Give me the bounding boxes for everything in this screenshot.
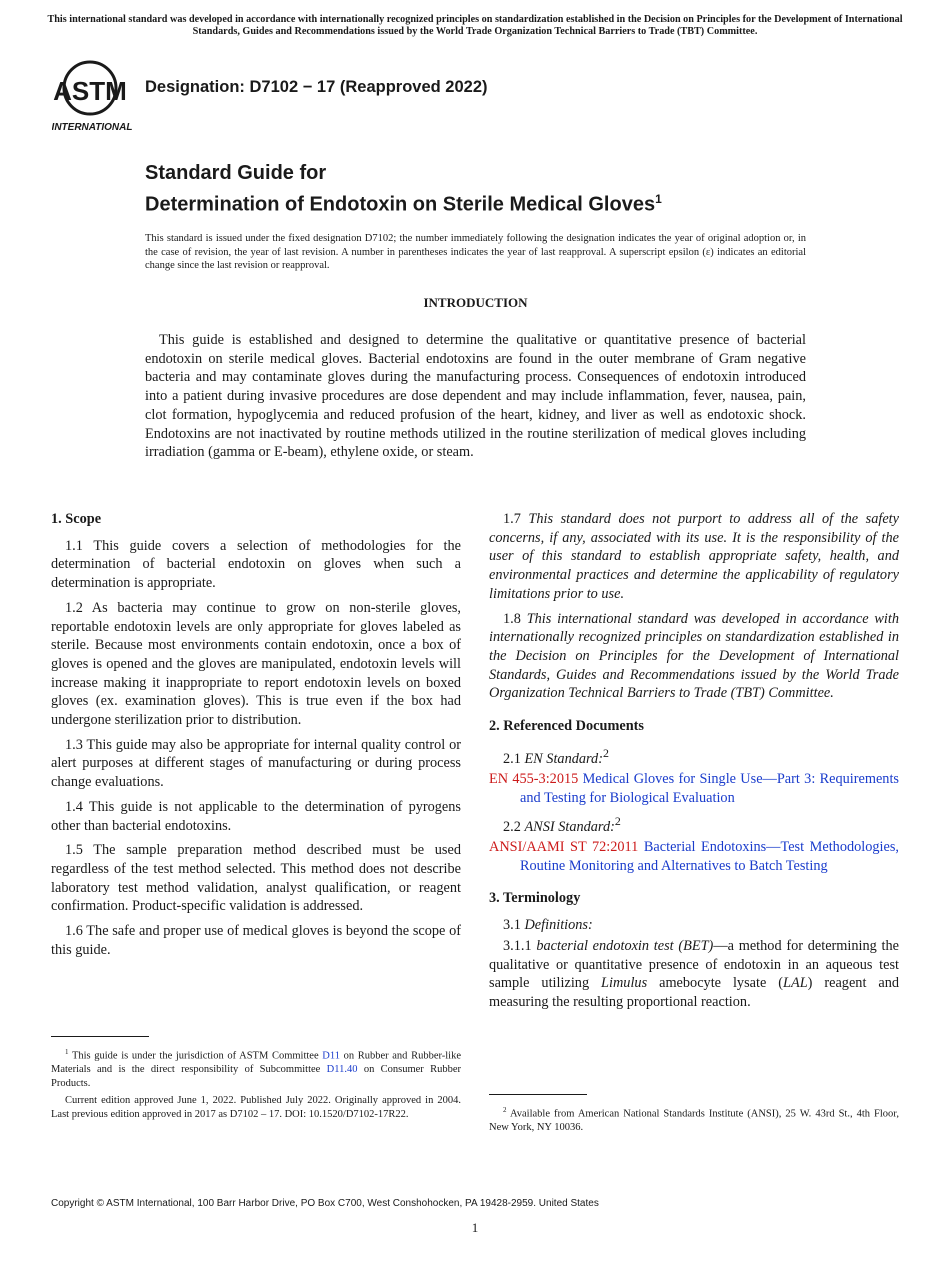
page-number: 1 [471,1220,479,1235]
definition-bet-lal: LAL [783,975,808,992]
definitions-label [489,916,899,935]
paragraph-1-1: 1.1 This guide covers a selection of methodologies for the determination of bacterial endotoxin on gloves when such a determination is appropriate. [51,537,461,592]
definition-bet-text-c: ) reagent and measuring the resulting proportional reaction. [489,975,900,1010]
en-standard-label [489,744,899,768]
standard-note: This standard is issued under the fixed designation D7102; the number immediately following the designation indicates the year of original adoption or, in the case of revision, the year of last revision. A number in parentheses indicates the year of last reapproval. A superscript epsilon (ε) indicates an editorial change since the last revision or reapproval. [145,233,806,271]
definition-bet-text-b: amebocyte lysate ( [659,975,784,992]
paragraph-1-7-number: 1.7 [503,511,521,527]
ansi-st72-title[interactable]: Bacterial Endotoxins—Test Methodologies, Routine Monitoring and Alternatives to Batch Testing [520,839,899,874]
ansi-standard-text: ANSI Standard: [524,818,615,835]
left-column [51,510,461,965]
footnote-1-text-c: on Consumer Rubber Products. [51,1064,462,1089]
paragraph-1-8-number: 1.8 [503,610,521,627]
footnote-rule-right [489,1094,587,1095]
en-standard-text: EN Standard: [524,750,603,767]
definition-bet-limulus: Limulus [601,975,648,992]
footnote-1-text-b: on Rubber and Rubber-like Materials and is the direct responsibility of Subcommittee [51,1050,462,1075]
en-455-3-reference[interactable] [489,770,899,807]
footnotes-left [51,1046,461,1125]
paragraph-1-3: 1.3 This guide may also be appropriate for internal quality control or alert purposes at different stages of manufacturing or during process change evaluations. [51,736,461,791]
definition-bet-text-a: —a method for determining the qualitative or quantitative presence of endotoxin in an aqueous test sample utilizing [489,937,900,992]
introduction-body: This guide is established and designed to determine the qualitative or quantitative presence of bacterial endotoxin on sterile medical gloves. Bacterial endotoxins are found in the outer membrane of Gram negative bacteria and may contaminate gloves during the manufacturing process. Consequences of endotoxin introduced into a patient during invasive procedures are dose dependent and may include inflammation, fever, nausea, pain, clot formation, hypoglycemia and reduced profusion of the heart, kidney, and liver as well as endotoxic shock. Endotoxins are not inactivated by routine methods utilized in the routine sterilization of medical gloves including irradiation (gamma or E-beam), ethylene oxide, or steam. [145,332,806,461]
definition-bet-term: bacterial endotoxin test (BET) [536,937,714,954]
definition-bet-number: 3.1.1 [503,937,532,954]
title-line-1: Standard Guide for [145,162,327,184]
logo-wordmark: ASTM [53,76,127,106]
ansi-footnote-mark[interactable]: 2 [614,813,621,828]
footnote-rule-left [51,1036,149,1037]
footnote-2 [489,1104,899,1135]
definitions-text: Definitions: [524,917,593,934]
scope-heading: 1. Scope [51,511,102,527]
footnote-2-text: Available from American National Standards Institute (ANSI), 25 W. 43rd St., 4th Floor, New York, NY 10036. [489,1108,899,1133]
en-455-3-title[interactable]: Medical Gloves for Single Use—Part 3: Requirements and Testing for Biological Evaluation [520,771,899,806]
paragraph-1-7 [489,510,899,604]
paragraph-1-7-text: This standard does not purport to address all of the safety concerns, if any, associated with its use. It is the responsibility of the user of this standard to establish appropriate safety, health, and environmental practices and determine the applicability of regulatory limitations prior to use. [489,511,899,602]
referenced-documents-heading: 2. Referenced Documents [489,718,644,735]
footnote-edition: Current edition approved June 1, 2022. Published July 2022. Originally approved in 2004. Last previous edition approved in 2017 as D7102 – 17. DOI: 10.1520/D7102-17R22. [51,1095,461,1120]
ansi-standard-number: 2.2 [503,818,521,835]
en-455-3-code[interactable]: EN 455-3:2015 [489,771,579,788]
paragraph-1-8-text: This international standard was developed in accordance with internationally recognized principles on standardization established in the Decision on Principles for the Development of International Standards, Guides and Recommendations issued by the World Trade Organization Technical Barriers to Trade (TBT) Committee. [489,610,900,702]
paragraph-1-6: 1.6 The safe and proper use of medical gloves is beyond the scope of this guide. [51,923,461,958]
paragraph-1-8 [489,610,899,704]
ansi-standard-label [489,812,899,836]
committee-d11-link[interactable]: D11 [322,1050,340,1062]
title-footnote-mark[interactable]: 1 [655,192,662,206]
paragraph-1-2: 1.2 As bacteria may continue to grow on non-sterile gloves, reportable endotoxin levels are only appropriate for gloves labeled as sterile. Because most environments contain endotoxin, once a box of gloves is opened and the gloves are manipulated, endotoxin levels will increase making it inappropriate to report endotoxin levels on boxed gloves (ex. examination gloves). This is true even if the box had undergone sterilization prior to distribution. [51,599,461,729]
footnote-1 [51,1046,461,1090]
subcommittee-d11-40-link[interactable]: D11.40 [326,1064,358,1075]
footnote-1-text-a: This guide is under the jurisdiction of ASTM Committee [71,1050,319,1062]
title-line-2: Determination of Endotoxin on Sterile Medical Gloves [145,193,656,216]
en-standard-number: 2.1 [503,750,521,767]
astm-logo [52,60,134,132]
right-column [489,510,899,1018]
footnote-2-mark: 2 [503,1106,507,1114]
ansi-st72-code[interactable]: ANSI/AAMI ST 72:2011 [489,839,639,856]
footnote-1-mark: 1 [65,1048,69,1056]
page-title [145,160,662,218]
designation: Designation: D7102 − 17 (Reapproved 2022) [145,78,488,96]
ansi-st72-reference[interactable] [489,838,899,875]
footnotes-right [489,1104,899,1139]
copyright: Copyright © ASTM International, 100 Barr Harbor Drive, PO Box C700, West Conshohocken, PA 19428-2959. United States [51,1198,599,1209]
definitions-number: 3.1 [503,917,521,934]
introduction-heading: INTRODUCTION [423,295,528,310]
definition-bet [489,937,899,1012]
terminology-heading: 3. Terminology [489,890,581,907]
tbt-notice: This international standard was developed in accordance with internationally recognized principles on standardization established in the Decision on Principles for the Development of International Standards, Guides and Recommendations issued by the World Trade Organization Technical Barriers to Trade (TBT) Committee. [47,14,903,37]
en-footnote-mark[interactable]: 2 [602,745,609,760]
logo-subtext: INTERNATIONAL [52,122,133,132]
paragraph-1-5: 1.5 The sample preparation method described must be used regardless of the test method selected. This method does not describe laboratory test method validation, analyst qualification, or reagent confirmation. Product-specific validation is addressed. [51,842,461,915]
paragraph-1-4: 1.4 This guide is not applicable to the determination of pyrogens other than bacterial endotoxins. [51,798,461,834]
